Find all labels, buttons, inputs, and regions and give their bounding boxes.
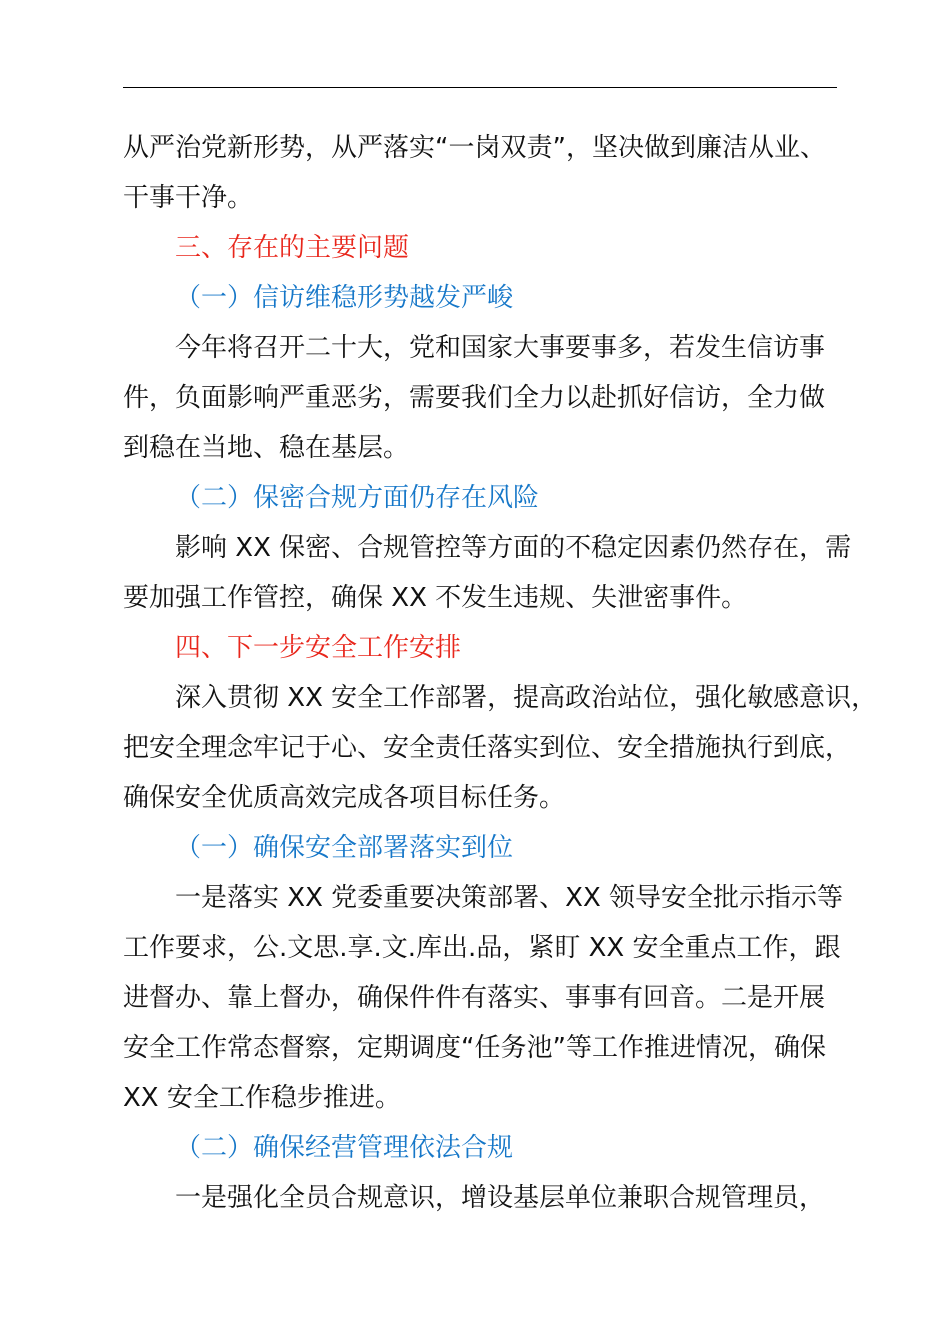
header-rule: [123, 87, 837, 88]
paragraph-line: 干事干净。: [123, 183, 254, 213]
section-heading-3: 三、存在的主要问题: [175, 233, 410, 263]
subheading-4-1: （一）确保安全部署落实到位: [175, 833, 514, 863]
paragraph-line: 今年将召开二十大，党和国家大事要事多，若发生信访事: [175, 333, 826, 363]
paragraph-line: 从严治党新形势，从严落实“一岗双责”，坚决做到廉洁从业、: [123, 133, 826, 163]
subheading-3-1: （一）信访维稳形势越发严峻: [175, 283, 514, 313]
subheading-4-2: （二）确保经营管理依法合规: [175, 1133, 514, 1163]
paragraph-line: 工作要求，公.文思.享.文.库出.品，紧盯 XX 安全重点工作，跟: [123, 933, 841, 963]
paragraph-line: 确保安全优质高效完成各项目标任务。: [123, 783, 566, 813]
section-heading-4: 四、下一步安全工作安排: [175, 633, 462, 663]
paragraph-line: 影响 XX 保密、合规管控等方面的不稳定因素仍然存在，需: [175, 533, 852, 563]
document-body: [123, 123, 878, 1223]
paragraph-line: XX 安全工作稳步推进。: [123, 1083, 401, 1113]
paragraph-line: 深入贯彻 XX 安全工作部署，提高政治站位，强化敏感意识，: [175, 683, 878, 713]
paragraph-line: 件，负面影响严重恶劣，需要我们全力以赴抓好信访，全力做: [123, 383, 826, 413]
paragraph-line: 一是强化全员合规意识，增设基层单位兼职合规管理员，: [175, 1183, 826, 1213]
subheading-3-2: （二）保密合规方面仍存在风险: [175, 483, 540, 513]
paragraph-line: 把安全理念牢记于心、安全责任落实到位、安全措施执行到底，: [123, 733, 852, 763]
paragraph-line: 一是落实 XX 党委重要决策部署、XX 领导安全批示指示等: [175, 883, 844, 913]
paragraph-line: 要加强工作管控，确保 XX 不发生违规、失泄密事件。: [123, 583, 748, 613]
paragraph-line: 安全工作常态督察，定期调度“任务池”等工作推进情况，确保: [123, 1033, 826, 1063]
paragraph-line: 到稳在当地、稳在基层。: [123, 433, 410, 463]
paragraph-line: 进督办、靠上督办，确保件件有落实、事事有回音。二是开展: [123, 983, 826, 1013]
